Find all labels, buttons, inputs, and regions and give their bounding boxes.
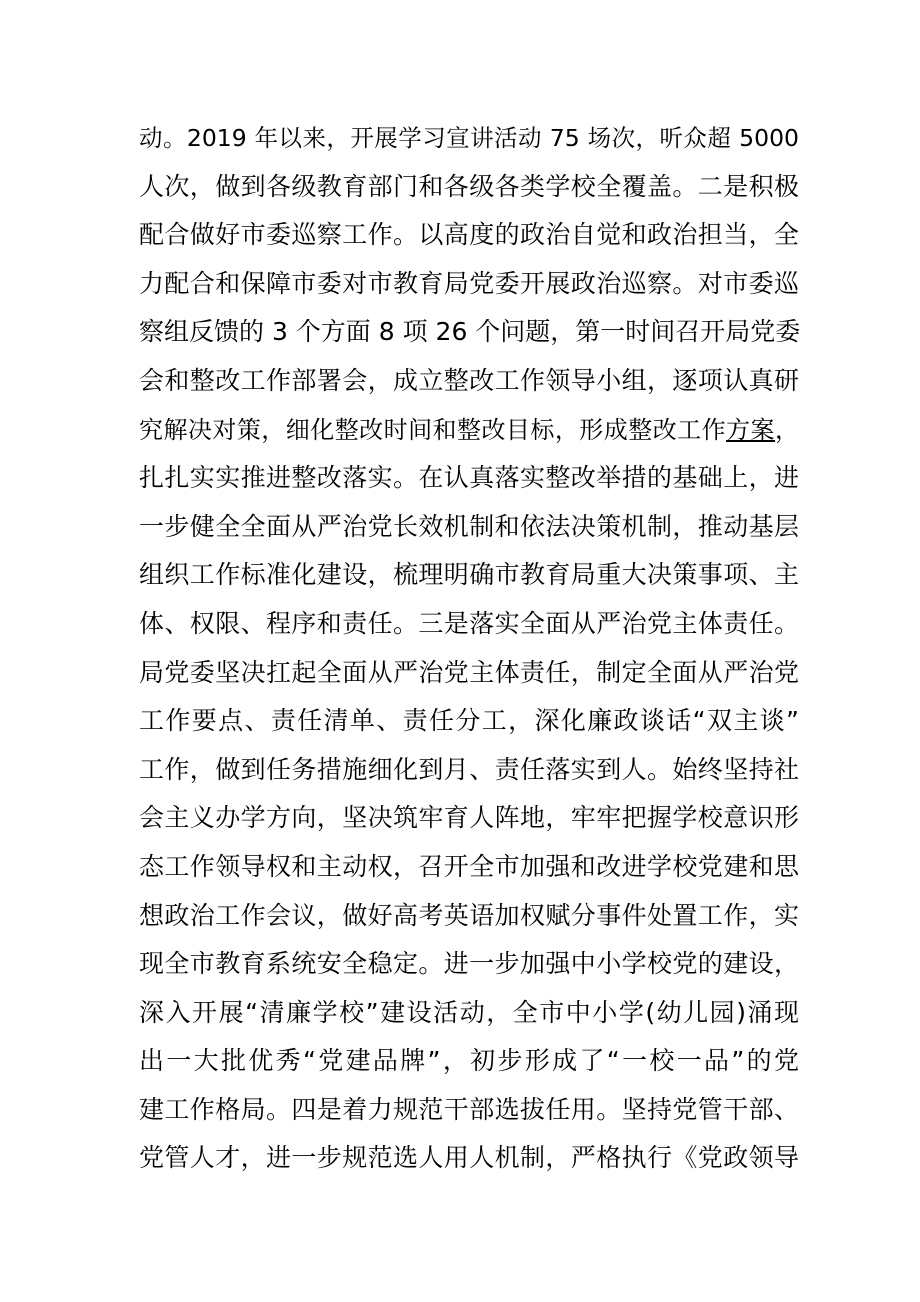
text-line: 察组反馈的 3 个方面 8 项 26 个问题，第一时间召开局党委 [139,317,801,347]
text-line: 局党委坚决扛起全面从严治党主体责任，制定全面从严治党 [139,657,799,687]
text-line: 会和整改工作部署会，成立整改工作领导小组，逐项认真研 [139,365,799,395]
text-line: 建工作格局。四是着力规范干部选拔任用。坚持党管干部、 [139,1094,799,1124]
text-line: 态工作领导权和主动权，召开全市加强和改进学校党建和思 [139,851,799,881]
text-line: 组织工作标准化建设，梳理明确市教育局重大决策事项、主 [139,560,799,590]
text-line-with-link [139,406,799,455]
text-line: 工作要点、责任清单、责任分工，深化廉政谈话“双主谈” [139,706,799,736]
text-segment: 究解决对策，细化整改时间和整改目标，形成整改工作 [139,415,727,444]
plan-link[interactable]: 方案 [726,415,776,444]
text-line: 会主义办学方向，坚决筑牢育人阵地，牢牢把握学校意识形 [139,803,799,833]
text-line: 深入开展“清廉学校”建设活动，全市中小学(幼儿园)涌现 [139,997,799,1027]
text-line: 配合做好市委巡察工作。以高度的政治自觉和政治担当，全 [139,220,799,250]
body-text [139,114,799,1183]
text-line: 动。2019 年以来，开展学习宣讲活动 75 场次，听众超 5000 [139,124,799,152]
text-line: 工作，做到任务措施细化到月、责任落实到人。始终坚持社 [139,754,799,784]
text-line: 扎扎实实推进整改落实。在认真落实整改举措的基础上，进 [139,463,799,493]
text-line: 一步健全全面从严治党长效机制和依法决策机制，推动基层 [139,511,799,541]
text-line: 力配合和保障市委对市教育局党委开展政治巡察。对市委巡 [139,268,799,298]
text-segment: ， [775,415,800,444]
text-line: 党管人才，进一步规范选人用人机制，严格执行《党政领导 [139,1143,799,1173]
text-line: 现全市教育系统安全稳定。进一步加强中小学校党的建设， [139,949,799,979]
text-line: 体、权限、程序和责任。三是落实全面从严治党主体责任。 [139,608,799,638]
text-line: 出一大批优秀“党建品牌”，初步形成了“一校一品”的党 [139,1046,799,1076]
text-line: 想政治工作会议，做好高考英语加权赋分事件处置工作，实 [139,900,799,930]
text-line: 人次，做到各级教育部门和各级各类学校全覆盖。二是积极 [139,171,799,201]
